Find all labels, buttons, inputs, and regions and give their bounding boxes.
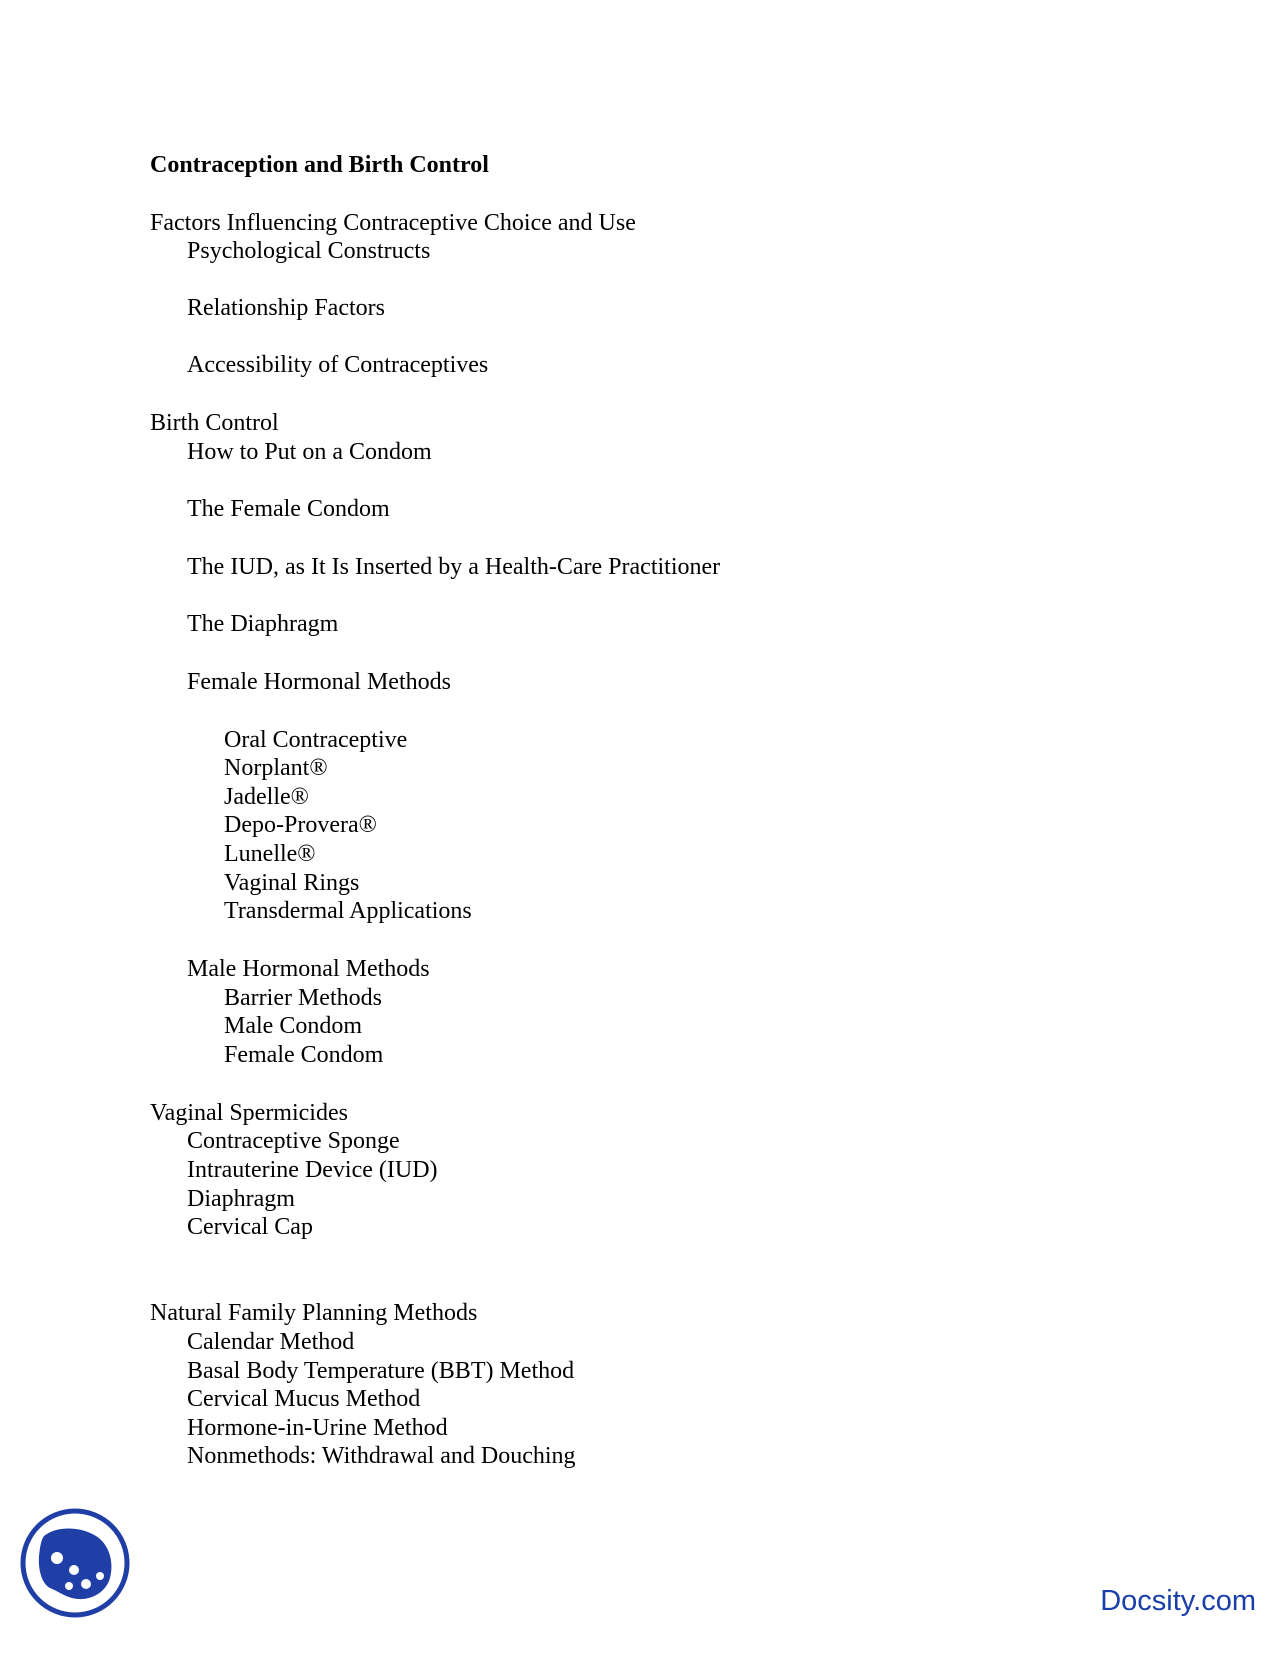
outline-line: Nonmethods: Withdrawal and Douching <box>187 1443 576 1469</box>
outline-line: Female Hormonal Methods <box>187 669 451 695</box>
outline-line: Calendar Method <box>187 1329 355 1355</box>
outline-line: Psychological Constructs <box>187 238 431 264</box>
outline-line: The Female Condom <box>187 496 390 522</box>
document-title: Contraception and Birth Control <box>150 152 489 178</box>
outline-line: Male Condom <box>224 1013 362 1039</box>
outline-line: Male Hormonal Methods <box>187 956 430 982</box>
outline-line: Birth Control <box>150 410 279 436</box>
outline-line: Oral Contraceptive <box>224 727 408 753</box>
outline-line: Barrier Methods <box>224 985 382 1011</box>
docsity-logo-icon <box>20 1508 130 1618</box>
docsity-brand-text[interactable]: Docsity.com <box>1100 1585 1256 1617</box>
outline-line: Cervical Cap <box>187 1214 313 1240</box>
outline-line: Basal Body Temperature (BBT) Method <box>187 1358 575 1384</box>
outline-line: Relationship Factors <box>187 295 385 321</box>
outline-line: The Diaphragm <box>187 611 339 637</box>
outline-line: Transdermal Applications <box>224 898 472 924</box>
outline-line: Female Condom <box>224 1042 384 1068</box>
outline-line: Vaginal Spermicides <box>150 1100 348 1126</box>
outline-line: Accessibility of Contraceptives <box>187 352 489 378</box>
outline-line: Cervical Mucus Method <box>187 1386 421 1412</box>
outline-line: Vaginal Rings <box>224 870 360 896</box>
outline-line: Diaphragm <box>187 1186 295 1212</box>
docsity-logo-icon <box>20 1508 130 1618</box>
outline-line: Jadelle® <box>224 784 309 810</box>
outline-line: Intrauterine Device (IUD) <box>187 1157 438 1183</box>
outline-line: Norplant® <box>224 755 328 781</box>
outline-line: Depo-Provera® <box>224 812 377 838</box>
outline-line: Hormone-in-Urine Method <box>187 1415 448 1441</box>
outline-line: Factors Influencing Contraceptive Choice and Use <box>150 210 636 236</box>
outline-line: Contraceptive Sponge <box>187 1128 400 1154</box>
outline-line: How to Put on a Condom <box>187 439 432 465</box>
outline-line: Natural Family Planning Methods <box>150 1300 478 1326</box>
outline-line: Lunelle® <box>224 841 316 867</box>
outline-line: The IUD, as It Is Inserted by a Health-Care Practitioner <box>187 554 721 580</box>
